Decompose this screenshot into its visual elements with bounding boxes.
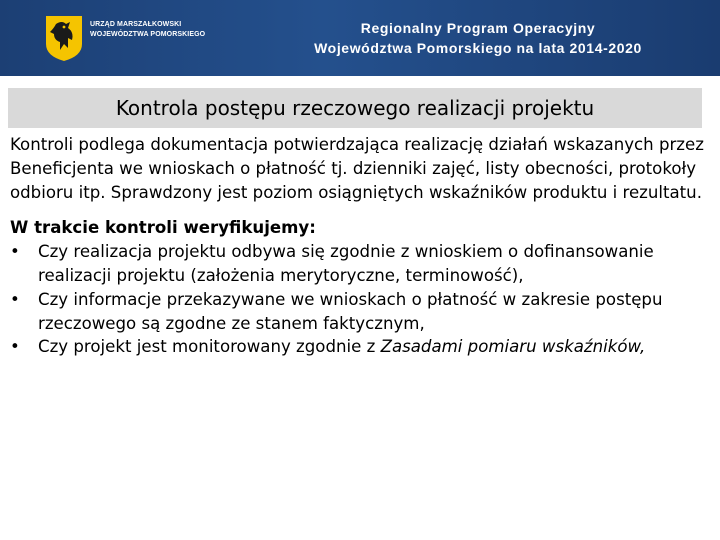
slide-content	[10, 133, 710, 359]
bullet-icon: •	[10, 337, 20, 357]
program-title-line1: Regionalny Program Operacyjny	[360, 20, 596, 36]
intro-paragraph: Kontroli podlega dokumentacja potwierdzająca realizację działań wskazanych przez Beneficjenta we wnioskach o płatność tj. dzienniki zajęć, listy obecności, protokoły odbioru itp. Sprawdzony jest poziom osiągniętych wskaźników produktu i rezultatu.	[10, 135, 704, 202]
list-item	[10, 288, 710, 336]
bullet-icon: •	[10, 242, 20, 262]
org-name	[90, 20, 210, 40]
org-name-line2: WOJEWÓDZTWA POMORSKIEGO	[90, 31, 206, 38]
verification-heading: W trakcie kontroli weryfikujemy:	[10, 218, 316, 238]
program-title	[268, 18, 688, 58]
program-title-line2: Województwa Pomorskiego na lata 2014-2020	[314, 40, 642, 56]
list-item-text: Czy projekt jest monitorowany zgodnie z	[38, 337, 381, 357]
slide-title: Kontrola postępu rzeczowego realizacji projektu	[8, 88, 702, 128]
verification-list	[10, 240, 710, 359]
list-item-text: Czy informacje przekazywane we wnioskach o płatność w zakresie postępu rzeczowego są zgodne ze stanem faktycznym,	[38, 289, 663, 333]
list-item-italic-text: Zasadami pomiaru wskaźników,	[380, 337, 646, 357]
list-item-text: Czy realizacja projektu odbywa się zgodnie z wnioskiem o dofinansowanie realizacji projektu (założenia merytoryczne, terminowość),	[38, 242, 654, 285]
org-name-line1: URZĄD MARSZAŁKOWSKI	[90, 21, 182, 28]
header-bar	[0, 0, 720, 76]
list-item	[10, 335, 710, 359]
griffin-crest-icon	[44, 14, 84, 62]
list-item	[10, 240, 710, 288]
bullet-icon: •	[10, 289, 20, 309]
